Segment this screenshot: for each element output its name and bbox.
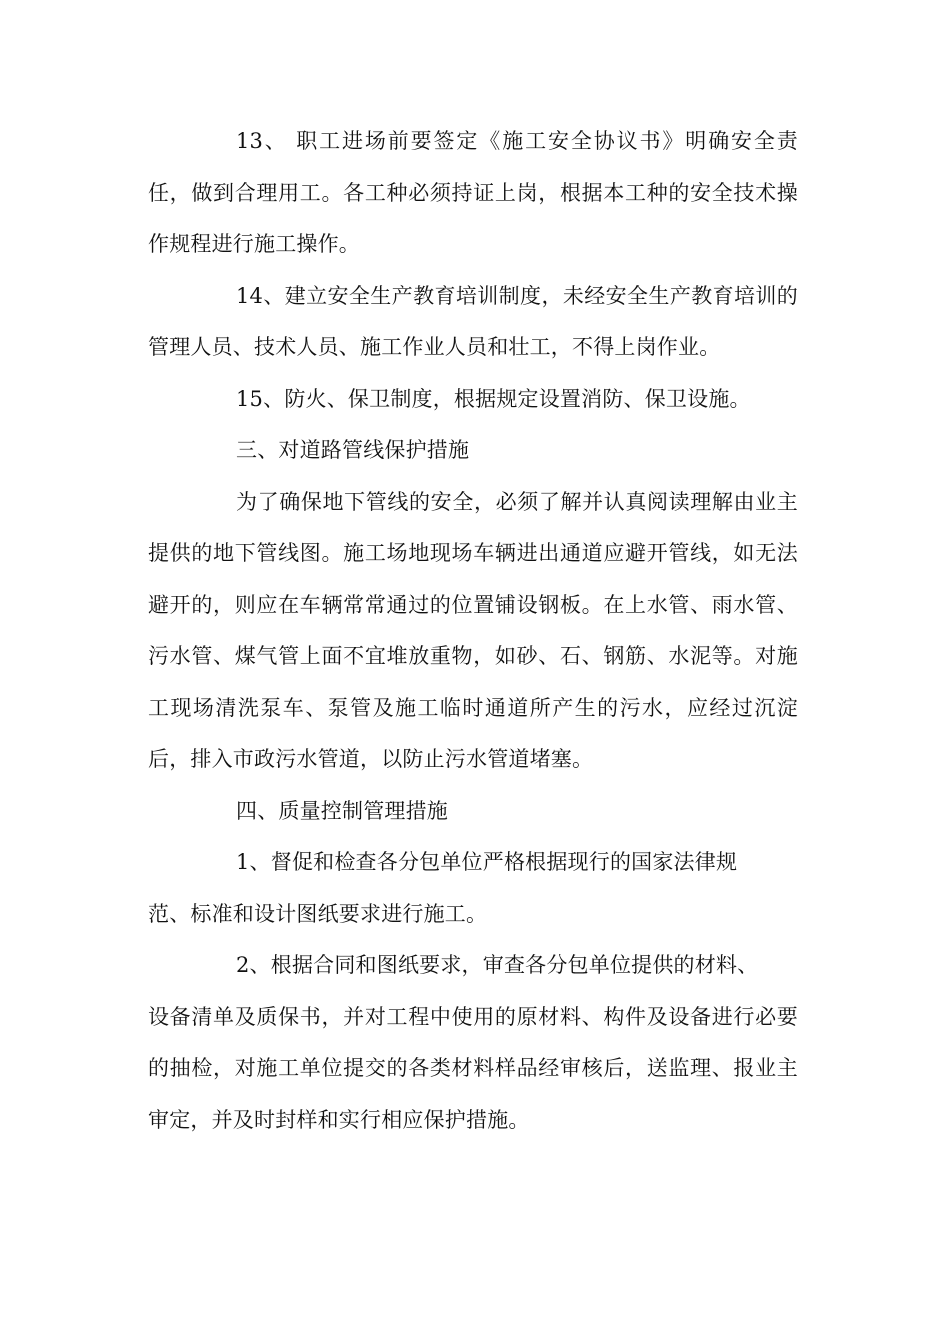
paragraph-item-15: 15、防火、保卫制度，根据规定设置消防、保卫设施。 [236, 386, 751, 411]
paragraph-pipeline-protection: 为了确保地下管线的安全，必须了解并认真阅读理解由业主提供的地下管线图。施工场地现场车辆进出通道应避开管线，如无法避开的，则应在车辆常常通过的位置铺设钢板。在上水管、雨水管、污水管、煤气管上面不宜堆放重物，如砂、石、钢筋、水泥等。对施工现场清洗泵车、泵管及施工临时通道所产生的污水，应经过沉淀后，排入市政污水管道，以防止污水管道堵塞。 [148, 489, 798, 771]
paragraph-quality-item-2: 2、根据合同和图纸要求，审查各分包单位提供的材料、 设备清单及质保书，并对工程中使用的原材料、构件及设备进行必要的抽检，对施工单位提交的各类材料样品经审核后，送监理、报业主审定，并及时封样和实行相应保护措施。 [148, 953, 798, 1132]
paragraph-item-14: 14、建立安全生产教育培训制度，未经安全生产教育培训的管理人员、技术人员、施工作业人员和壮工，不得上岗作业。 [148, 283, 798, 359]
paragraph-item-13: 13、 职工进场前要签定《施工安全协议书》明确安全责任，做到合理用工。各工种必须持证上岗，根据本工种的安全技术操作规程进行施工操作。 [148, 129, 798, 256]
paragraph-quality-item-1: 1、督促和检查各分包单位严格根据现行的国家法律规 范、标准和设计图纸要求进行施工。 [148, 850, 738, 926]
document-body [148, 116, 798, 1146]
section-heading-pipeline-protection: 三、对道路管线保护措施 [236, 438, 470, 462]
section-heading-quality-control: 四、质量控制管理措施 [236, 798, 448, 823]
